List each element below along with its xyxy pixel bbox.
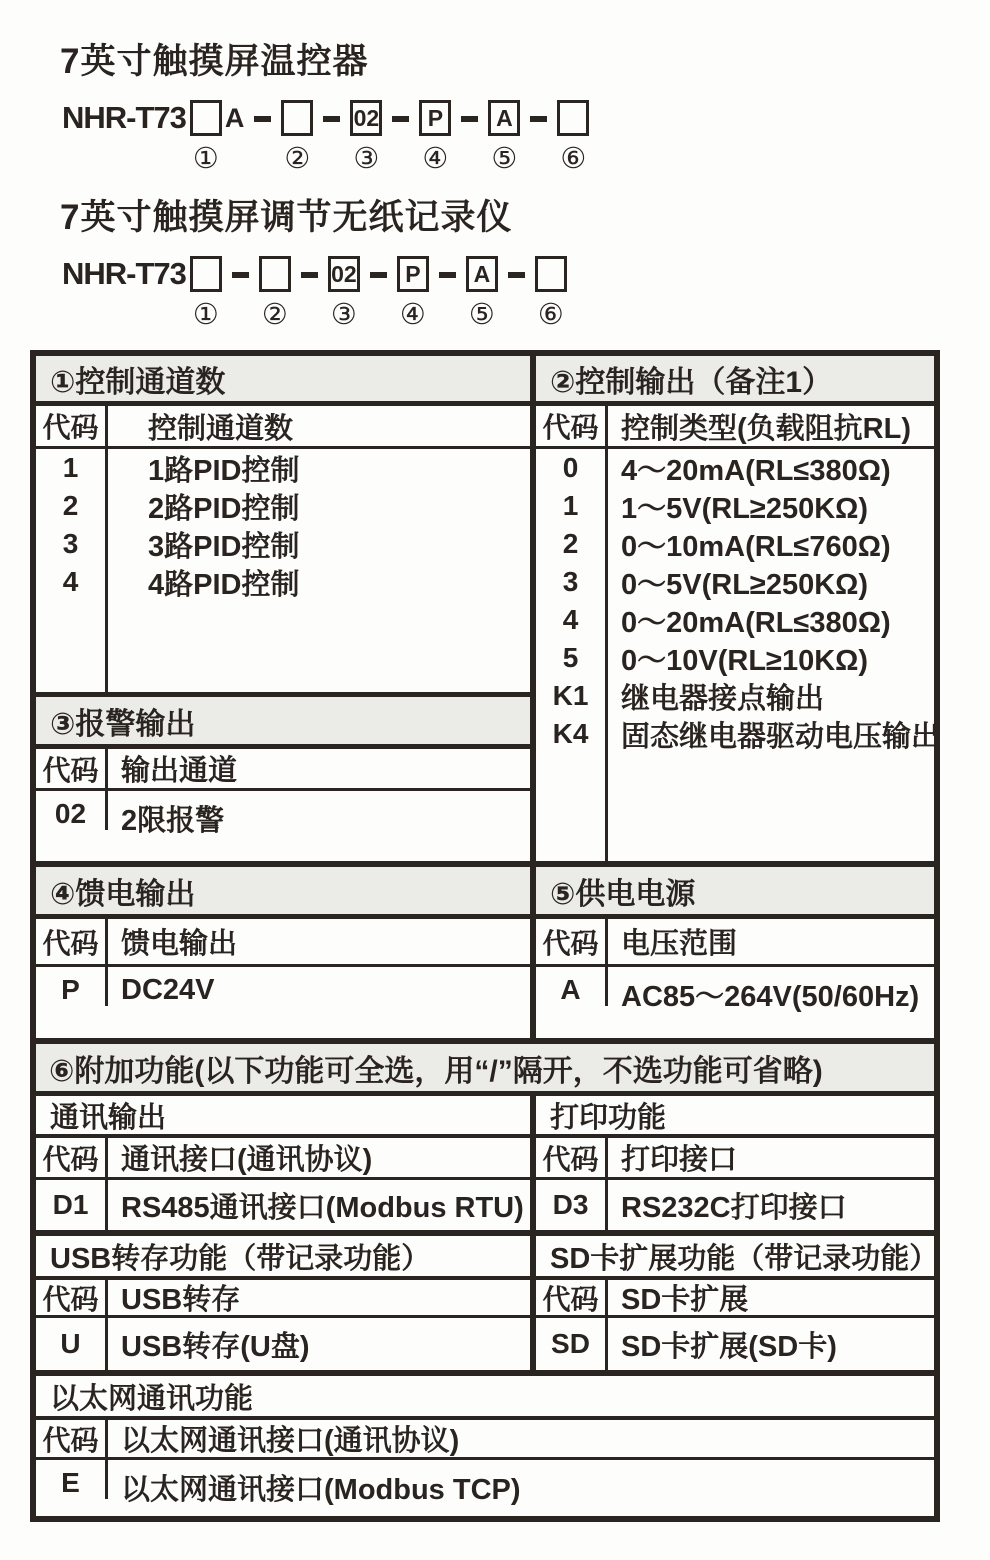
product2-title: 7英寸触摸屏调节无纸记录仪 [60,198,513,237]
model-box-2 [259,256,291,292]
row-value: RS485通讯接口(Modbus RTU) [121,1191,524,1224]
row-value: 1路PID控制 [148,454,300,487]
row-value: RS232C打印接口 [621,1191,847,1224]
print-header: 打印功能 [536,1096,934,1138]
position-circle-6: ⑥ [537,299,564,331]
col-name: USB转存 [121,1284,241,1316]
section3-header: ③报警输出 [36,697,530,749]
model-box-1 [190,256,222,292]
col-name: 电压范围 [621,928,738,960]
section1-header: ①控制通道数 [36,356,530,406]
model-segment-5 [466,256,498,330]
col-code: 代码 [36,749,108,788]
table-row [36,487,530,525]
row-value: AC85～264V(50/60Hz) [621,981,920,1013]
ethernet-header: 以太网通讯功能 [36,1376,934,1420]
row-code: 2 [36,487,108,525]
row-code: 02 [36,791,108,830]
col-name: 打印接口 [621,1144,738,1176]
model-segment-1 [190,256,222,330]
dash [254,116,271,122]
table-row [536,1318,934,1370]
product2-model-line [62,256,990,332]
model-box-3: 02 [328,256,360,292]
model-fixed-letter: A [224,103,245,133]
col-code: 代码 [36,406,108,446]
usb-header: USB转存功能（带记录功能） [36,1236,530,1280]
table-row [36,1318,530,1370]
dash [530,116,547,122]
row-value: 4～20mA(RL≤380Ω) [621,454,891,487]
position-circle-4: ④ [399,299,426,331]
table-row [536,525,934,563]
table-row [36,1180,530,1230]
row-code: U [36,1318,108,1370]
col-code: 代码 [36,1138,108,1177]
col-name: 控制通道数 [148,412,294,445]
position-circle-2: ② [284,143,311,175]
ethernet-column-header [36,1420,934,1460]
table-row [36,791,530,861]
col-name: 馈电输出 [121,928,238,960]
model-box-6 [535,256,567,292]
position-circle-2: ② [261,299,288,331]
row-value: 以太网通讯接口(Modbus TCP) [121,1474,521,1506]
table-row [36,563,530,601]
model-segment-5 [488,100,520,174]
col-name: 通讯接口(通讯协议) [121,1144,373,1176]
section6-header: ⑥附加功能(以下功能可全选，用“/”隔开，不选功能可省略) [36,1038,934,1096]
table-row [36,449,530,487]
empty-code-cell [536,753,608,861]
row-code: 3 [536,563,608,601]
row-value: 1～5V(RL≥250KΩ) [621,492,869,525]
row-value: 0～10V(RL≥10KΩ) [621,644,869,677]
table-row [536,677,934,715]
model-box-4: P [397,256,429,292]
section5-header: ⑤供电电源 [536,867,934,919]
col-name: 控制类型(负载阻抗RL) [621,412,911,445]
row-value: DC24V [121,974,215,1006]
model-box-6 [557,100,589,136]
table-row [36,525,530,563]
table-row [536,715,941,753]
model-segment-6 [557,100,589,174]
table-row [536,967,934,1038]
row-code: SD [536,1318,608,1370]
table-row [536,487,934,525]
model-box-5: A [466,256,498,292]
table-row [36,967,530,1038]
col-name: 输出通道 [121,755,238,787]
row-code: 3 [36,525,108,563]
row-value: SD卡扩展(SD卡) [621,1330,837,1363]
position-circle-6: ⑥ [560,143,587,175]
col-code: 代码 [536,1280,608,1315]
row-value: 0～5V(RL≥250KΩ) [621,568,869,601]
section4-column-header [36,919,530,967]
table-row [536,601,934,639]
row-code: E [36,1460,108,1499]
model-box-2 [281,100,313,136]
col-name: SD卡扩展 [621,1284,749,1316]
col-code: 代码 [36,919,108,964]
row-value: 3路PID控制 [148,530,300,563]
section-ethernet [36,1370,934,1516]
position-circle-3: ③ [353,143,380,175]
section-usb-transfer [36,1236,530,1370]
row-code: 0 [536,449,608,487]
row-code: 2 [536,525,608,563]
usb-column-header [36,1280,530,1318]
comm-column-header [36,1138,530,1180]
model-segment-3 [350,100,382,174]
row-code: D1 [36,1180,108,1230]
empty-name-cell [108,601,530,692]
section-control-channels [36,356,530,692]
row-code: 4 [536,601,608,639]
product1-model-line [62,100,990,176]
table-row-power [36,861,934,1038]
row-value: 固态继电器驱动电压输出 [621,720,941,753]
row-value: 0～10mA(RL≤760Ω) [621,530,891,563]
model-segment-2 [281,100,313,174]
table-row [536,563,934,601]
dash [232,272,249,278]
row-value: 4路PID控制 [148,568,300,601]
ordering-code-table [30,350,940,1522]
model-segment-2 [259,256,291,330]
empty-name-cell [608,753,934,861]
left-stack [36,356,530,861]
position-circle-1: ① [192,299,219,331]
row-value: 2限报警 [121,805,225,837]
sd-header: SD卡扩展功能（带记录功能） [536,1236,934,1280]
section-print-function [530,1096,934,1230]
model-segment-1 [190,100,222,174]
section2-header: ②控制输出（备注1） [536,356,934,406]
model-box-1 [190,100,222,136]
section-sd-expansion [530,1236,939,1370]
model-prefix: NHR-T73 [62,256,186,291]
table-row [36,1460,934,1516]
empty-cell-area [36,601,530,692]
col-code: 代码 [36,1280,108,1315]
position-circle-1: ① [192,143,219,175]
table-row-top [36,356,941,861]
dash [508,272,525,278]
comm-header: 通讯输出 [36,1096,530,1138]
row-code: 1 [36,449,108,487]
col-name: 以太网通讯接口(通讯协议) [121,1425,460,1457]
row-code: D3 [536,1180,608,1230]
section1-column-header [36,406,530,449]
dash [370,272,387,278]
row-value: USB转存(U盘) [121,1330,310,1363]
row-value: 0～20mA(RL≤380Ω) [621,606,891,639]
section3-column-header [36,749,530,791]
position-circle-4: ④ [422,143,449,175]
model-box-4: P [419,100,451,136]
table-row-comm-print [36,1096,934,1230]
row-code: K4 [536,715,608,753]
section4-header: ④馈电输出 [36,867,530,919]
empty-code-cell [36,601,108,692]
sd-column-header [536,1280,934,1318]
col-code: 代码 [536,406,608,446]
row-code: A [536,967,608,1006]
position-circle-5: ⑤ [491,143,518,175]
position-circle-5: ⑤ [468,299,495,331]
row-code: 1 [536,487,608,525]
print-column-header [536,1138,934,1180]
model-prefix: NHR-T73 [62,100,186,135]
dash [392,116,409,122]
section5-column-header [536,919,934,967]
row-value: 2路PID控制 [148,492,300,525]
empty-cell-area [536,753,934,861]
col-code: 代码 [36,1420,108,1457]
row-code: 4 [36,563,108,601]
dash [439,272,456,278]
model-segment-6 [535,256,567,330]
section-comm-output [36,1096,530,1230]
col-code: 代码 [536,919,608,964]
model-segment-3 [328,256,360,330]
dash [323,116,340,122]
dash [461,116,478,122]
table-row [536,639,934,677]
table-row [536,449,934,487]
row-code: P [36,967,108,1006]
section2-column-header [536,406,934,449]
model-box-5: A [488,100,520,136]
dash [301,272,318,278]
product1-title: 7英寸触摸屏温控器 [60,42,369,81]
section-feed-output [36,867,530,1038]
model-segment-4 [419,100,451,174]
model-segment-4 [397,256,429,330]
section-alarm-output [36,692,530,861]
col-code: 代码 [536,1138,608,1177]
position-circle-3: ③ [330,299,357,331]
model-box-3: 02 [350,100,382,136]
table-row-usb-sd [36,1230,939,1370]
row-code: 5 [536,639,608,677]
row-value: 继电器接点输出 [621,682,825,715]
row-code: K1 [536,677,608,715]
section-control-output [530,356,941,861]
table-row [536,1180,934,1230]
section-power-supply [530,867,934,1038]
